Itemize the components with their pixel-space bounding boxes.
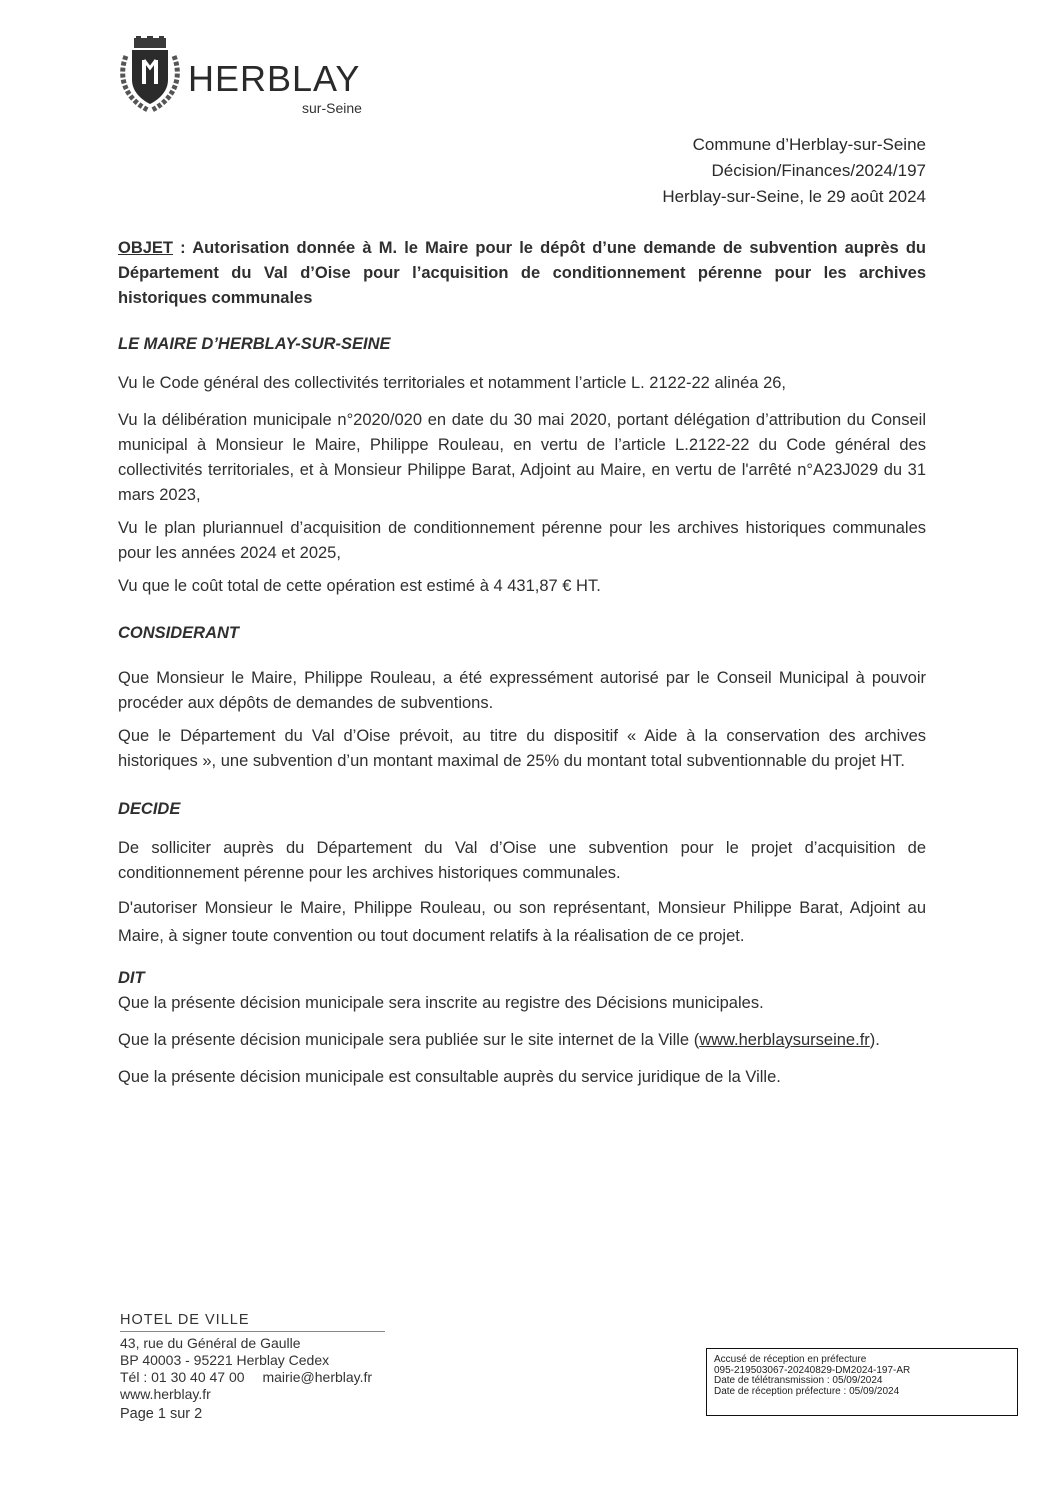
decision-reference: Décision/Finances/2024/197 [711, 161, 926, 180]
maire-title: LE MAIRE D’HERBLAY-SUR-SEINE [118, 335, 391, 353]
objet-text: : Autorisation donnée à M. le Maire pour le dépôt d’une demande de subvention auprès du Département du Val d’Oise pour l’acquisition de conditionnement pérenne pour les archives historiques communales [118, 239, 926, 307]
reception-stamp-box [706, 1348, 1018, 1416]
considerant-paragraph-1: Que Monsieur le Maire, Philippe Rouleau, a été expressément autorisé par le Conseil Municipal à pouvoir procéder aux dépôts de demandes de subventions. [118, 669, 926, 712]
objet-label: OBJET [118, 239, 174, 257]
place-date: Herblay-sur-Seine, le 29 août 2024 [662, 187, 926, 206]
dit-paragraph-2-text: Que la présente décision municipale sera publiée sur le site internet de la Ville ( [118, 1031, 700, 1049]
decide-paragraph-2: D'autoriser Monsieur le Maire, Philippe Rouleau, ou son représentant, Monsieur Philippe Barat, Adjoint au Maire, à signer toute convention ou tout document relatifs à la réalisation de ce projet. [118, 899, 926, 945]
footer-phone: Tél : 01 30 40 47 00 [120, 1369, 245, 1385]
dit-paragraph-1: Que la présente décision municipale sera inscrite au registre des Décisions municipales. [118, 994, 764, 1012]
dit-paragraph-2 [118, 1028, 926, 1053]
footer-website[interactable]: www.herblay.fr [120, 1386, 211, 1402]
coat-of-arms-icon [118, 36, 182, 114]
reception-line-4: Date de réception préfecture : 05/09/2024 [714, 1385, 900, 1397]
dit-paragraph-3: Que la présente décision municipale est consultable auprès du service juridique de la Ville. [118, 1068, 781, 1086]
herblay-logo [118, 36, 388, 116]
vu-paragraph-3: Vu le plan pluriannuel d’acquisition de conditionnement pérenne pour les archives historiques communales pour les années 2024 et 2025, [118, 519, 926, 562]
reception-line-1: Accusé de réception en préfecture [714, 1354, 867, 1365]
footer-contact-row [120, 1369, 385, 1386]
vu-paragraph-4: Vu que le coût total de cette opération est estimé à 4 431,87 € HT. [118, 577, 601, 595]
reception-line-2: 095-219503067-20240829-DM2024-197-AR [714, 1364, 911, 1376]
footer-address [120, 1312, 385, 1423]
vu-paragraph-2: Vu la délibération municipale n°2020/020 en date du 30 mai 2020, portant délégation d’attribution du Conseil municipal à Monsieur le Maire, Philippe Rouleau, en vertu de l’article L.2122-22 du Code général des collectivités territoriales, et à Monsieur Philippe Barat, Adjoint au Maire, en vertu de l'arrêté n°A23J029 du 31 mars 2023, [118, 411, 926, 504]
considerant-paragraph-2: Que le Département du Val d’Oise prévoit, au titre du dispositif « Aide à la conservation des archives historiques », une subvention d’un montant maximal de 25% du montant total subventionnable du projet HT. [118, 727, 926, 770]
reference-block [662, 132, 926, 210]
decide-title: DECIDE [118, 800, 181, 818]
logo-subtitle: sur-Seine [302, 100, 362, 116]
vu-paragraph-1: Vu le Code général des collectivités territoriales et notamment l’article L. 2122-22 alinéa 26, [118, 374, 787, 392]
dit-title: DIT [118, 969, 145, 987]
footer-title: HOTEL DE VILLE [120, 1312, 385, 1332]
website-link[interactable]: www.herblaysurseine.fr [699, 1031, 870, 1049]
commune-name: Commune d’Herblay-sur-Seine [692, 135, 926, 154]
document-body [118, 236, 926, 1090]
footer-address-line-1: 43, rue du Général de Gaulle [120, 1335, 301, 1351]
considerant-title: CONSIDERANT [118, 624, 240, 642]
footer-address-line-2: BP 40003 - 95221 Herblay Cedex [120, 1352, 330, 1368]
footer-email[interactable]: mairie@herblay.fr [262, 1369, 373, 1385]
logo-name: HERBLAY [188, 58, 361, 99]
page-number: Page 1 sur 2 [120, 1406, 203, 1422]
dit-paragraph-2-end: ). [869, 1031, 880, 1049]
decide-paragraph-1: De solliciter auprès du Département du Val d’Oise une subvention pour le projet d’acquisition de conditionnement pérenne pour les archives historiques communales. [118, 839, 926, 882]
objet-paragraph [118, 236, 926, 311]
reception-line-3: Date de télétransmission : 05/09/2024 [714, 1375, 883, 1386]
